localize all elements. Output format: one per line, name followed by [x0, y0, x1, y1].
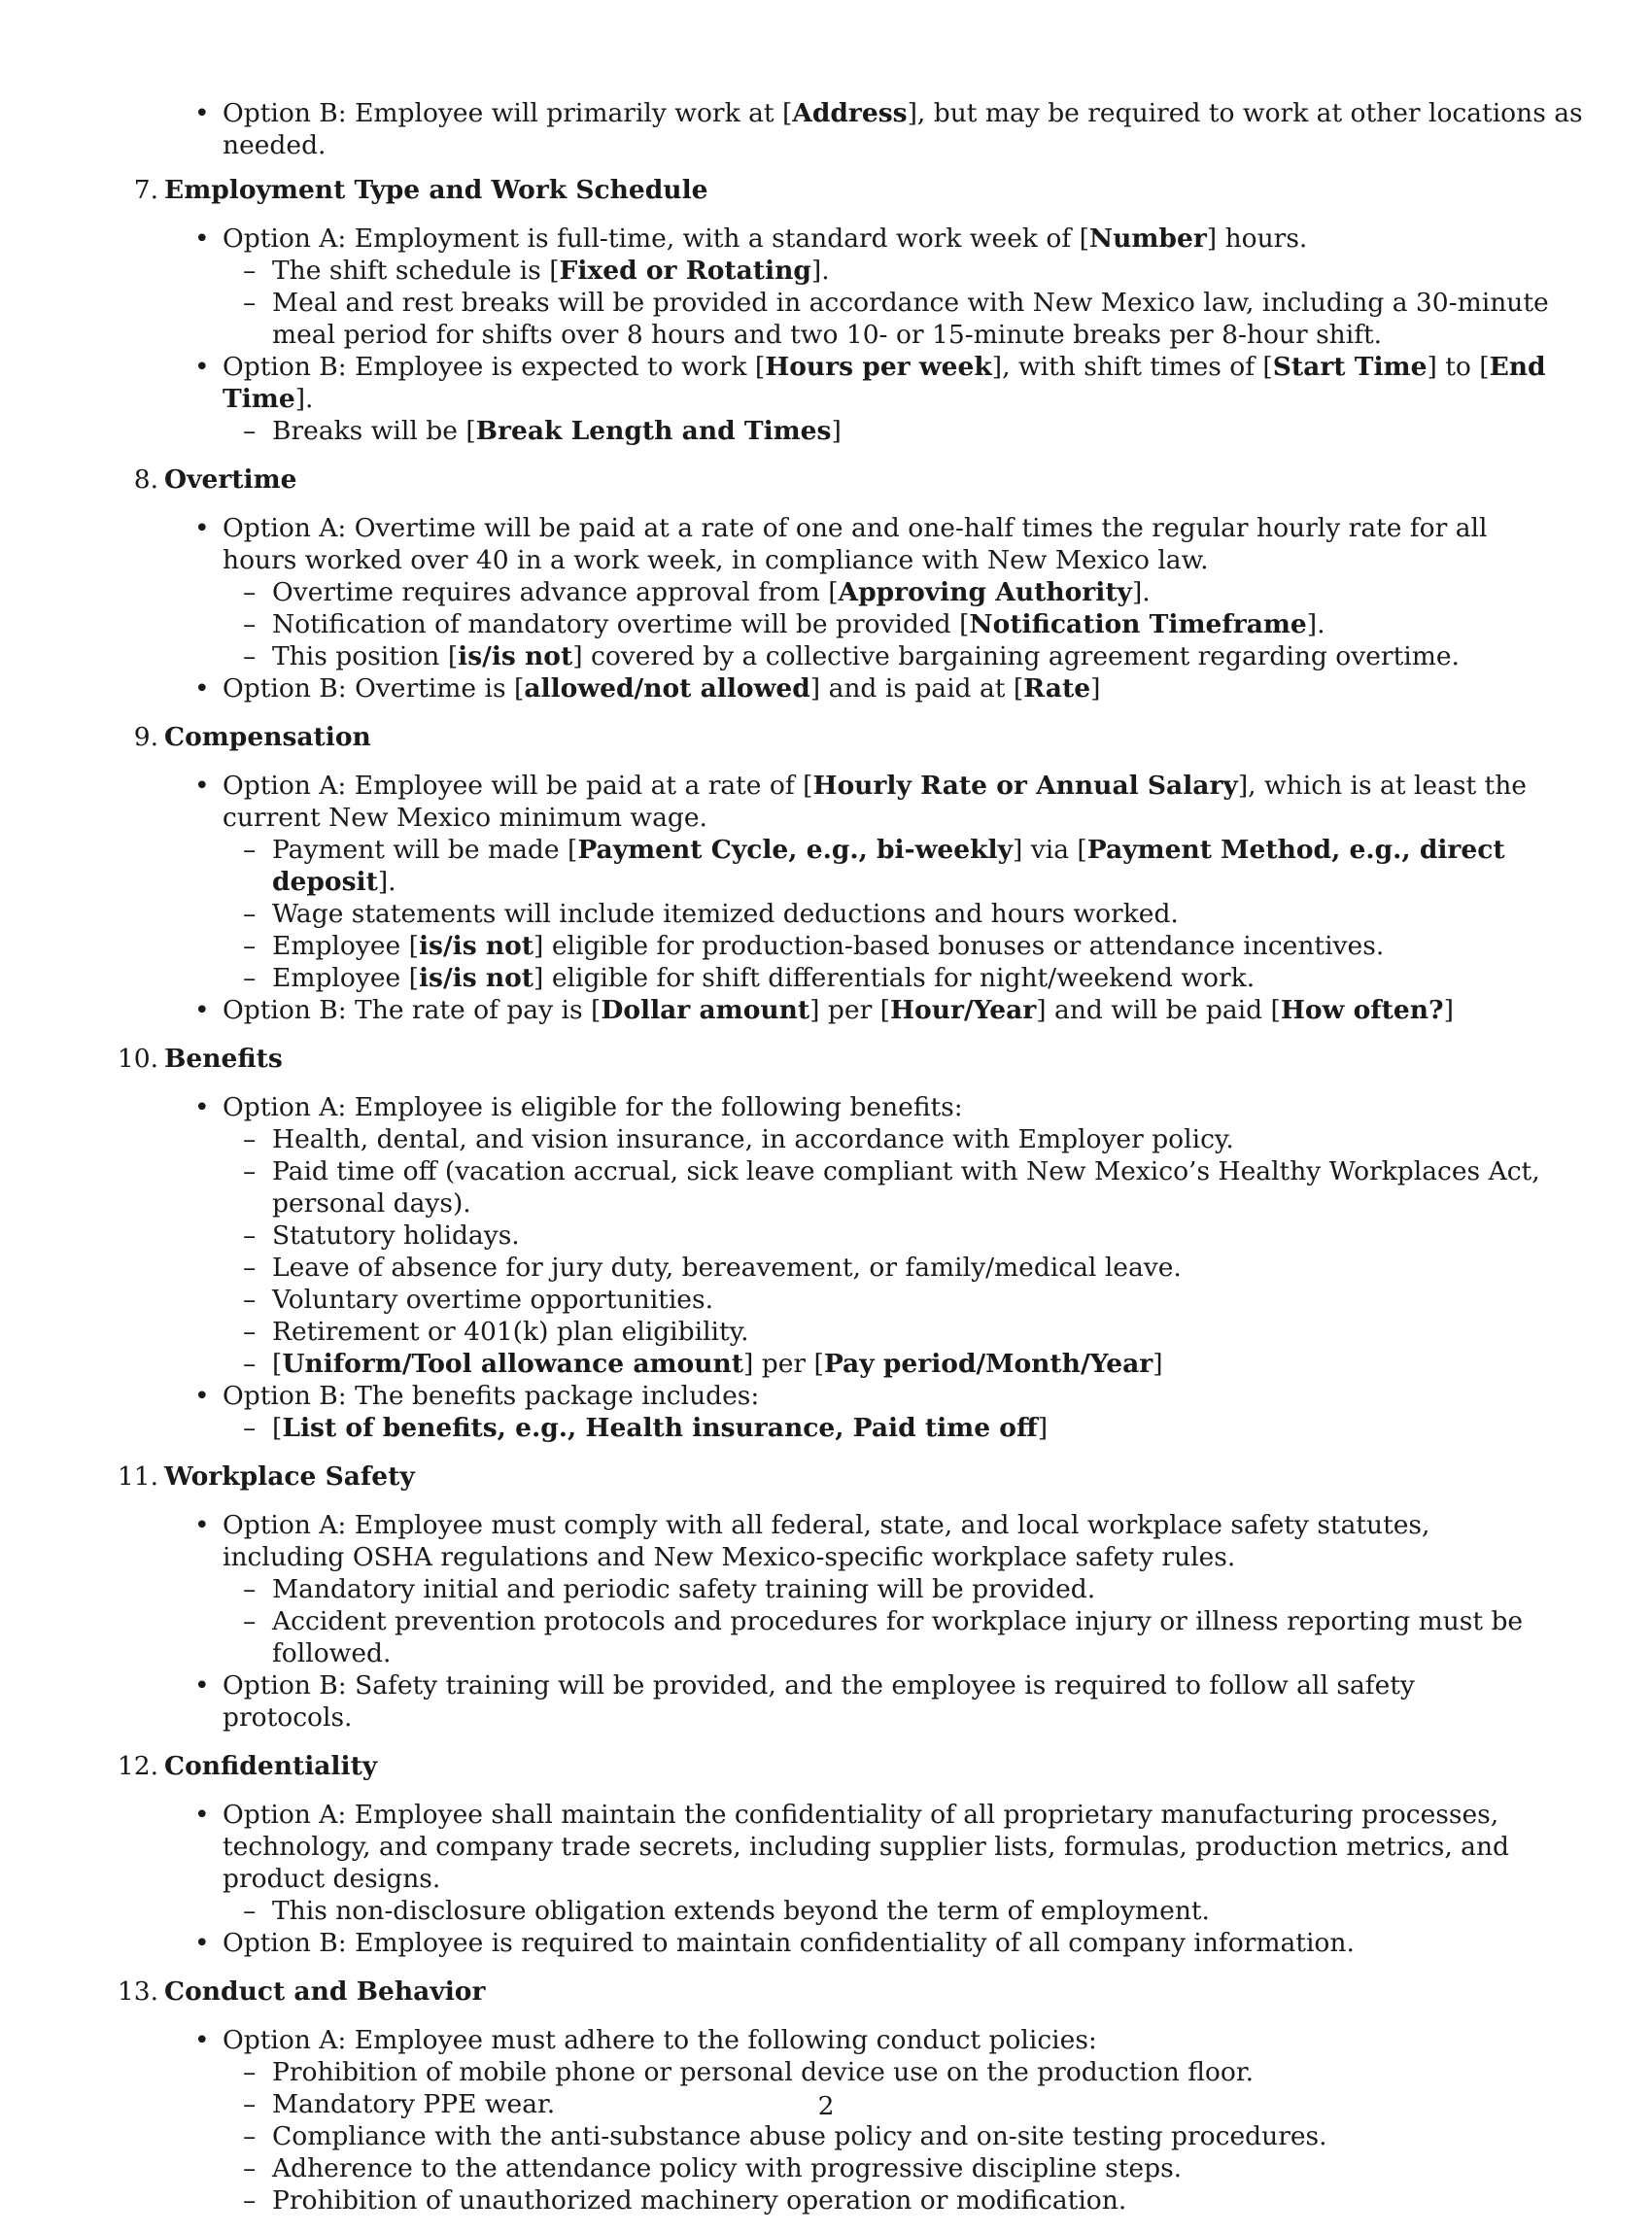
bullet-icon: • [194, 352, 210, 382]
option-text: Option A: Employee must adhere to the following conduct policies: [223, 2025, 1097, 2055]
sub-item [0, 962, 1551, 994]
section-number: 7. [133, 175, 158, 205]
sub-item-text: Mandatory initial and periodic safety training will be provided. [272, 1574, 1096, 1604]
section-title: Compensation [164, 722, 371, 752]
sub-item [0, 1316, 1551, 1348]
sub-item-text: Prohibition of mobile phone or personal device use on the production floor. [272, 2057, 1255, 2087]
sub-item [0, 1573, 1551, 1605]
sub-item [0, 255, 1551, 287]
option-text: Option A: Overtime will be paid at a rate of one and one-half times the regular hourly rate for all hours worked over 40 in a work week, in compliance with New Mexico law. [223, 513, 1488, 575]
option-item [0, 1380, 1551, 1412]
option-text: Option B: The rate of pay is [Dollar amount] per [Hour/Year] and will be paid [How often?] [223, 995, 1454, 1025]
section-title: Conduct and Behavior [164, 1976, 486, 2007]
sub-item-text: This non-disclosure obligation extends beyond the term of employment. [272, 1896, 1210, 1926]
dash-icon: – [243, 963, 257, 993]
section [0, 1460, 1652, 1734]
section-number: 13. [117, 1976, 158, 2007]
sub-item-text: Prohibition of unauthorized machinery operation or modification. [272, 2185, 1127, 2216]
option-text: Option A: Employee will be paid at a rate of [Hourly Rate or Annual Salary], which is at least the current New Mexico minimum wage. [223, 771, 1527, 833]
option-item [0, 1927, 1551, 1959]
sub-item [0, 2152, 1551, 2184]
dash-icon: – [243, 288, 257, 318]
dash-icon: – [243, 899, 257, 929]
sub-item [0, 930, 1551, 962]
bullet-icon: • [194, 2025, 210, 2055]
sub-item-text: Mandatory PPE wear. [272, 2089, 556, 2119]
bullet-icon: • [194, 673, 210, 704]
dash-icon: – [243, 609, 257, 639]
bullet-icon: • [194, 1928, 210, 1958]
sub-item [0, 1252, 1551, 1284]
sub-item-text: Meal and rest breaks will be provided in accordance with New Mexico law, including a 30-minute meal period for shifts over 8 hours and two 10- or 15-minute breaks per 8-hour shift. [272, 288, 1549, 350]
section-heading [0, 1750, 1652, 1782]
sub-item [0, 2120, 1551, 2152]
option-item [0, 512, 1551, 576]
option-item [0, 994, 1551, 1026]
sections-list [0, 174, 1652, 2216]
sub-item [0, 2184, 1551, 2216]
option-item [0, 1509, 1551, 1573]
page-number: 2 [817, 2091, 835, 2121]
bullet-icon: • [194, 1510, 210, 1540]
dash-icon: – [243, 1156, 257, 1186]
section-title: Overtime [164, 464, 297, 495]
sub-item [0, 1895, 1551, 1927]
section-title: Employment Type and Work Schedule [164, 175, 708, 205]
dash-icon: – [243, 1574, 257, 1604]
dash-icon: – [243, 641, 257, 671]
sub-item-text: Health, dental, and vision insurance, in accordance with Employer policy. [272, 1124, 1234, 1154]
dash-icon: – [243, 1124, 257, 1154]
option-text: Option A: Employment is full-time, with a standard work week of [Number] hours. [223, 223, 1308, 254]
section-number: 12. [117, 1751, 158, 1781]
dash-icon: – [243, 1413, 257, 1443]
bullet-icon: • [194, 771, 210, 801]
sub-item-text: Employee [is/is not] eligible for shift differentials for night/weekend work. [272, 963, 1256, 993]
sub-item-text: [List of benefits, e.g., Health insurance, Paid time off] [272, 1413, 1049, 1443]
sub-item-text: Paid time off (vacation accrual, sick leave compliant with New Mexico’s Healthy Workplaces Act, personal days). [272, 1156, 1540, 1219]
section [0, 1043, 1652, 1444]
option-text: Option B: The benefits package includes: [223, 1381, 760, 1411]
document-page [0, 97, 1652, 2233]
dash-icon: – [243, 931, 257, 961]
dash-icon: – [243, 577, 257, 607]
sub-item [0, 576, 1551, 608]
sub-item [0, 287, 1551, 351]
sub-item-text: This position [is/is not] covered by a collective bargaining agreement regarding overtime. [272, 641, 1460, 671]
dash-icon: – [243, 256, 257, 286]
sub-item-text: Breaks will be [Break Length and Times] [272, 416, 842, 446]
option-text: Option B: Overtime is [allowed/not allowed] and is paid at [Rate] [223, 673, 1101, 704]
section-heading [0, 1043, 1652, 1075]
dash-icon: – [243, 1349, 257, 1379]
dash-icon: – [243, 835, 257, 865]
option-text: Option B: Safety training will be provided, and the employee is required to follow all safety protocols. [223, 1670, 1415, 1733]
section-title: Benefits [164, 1044, 283, 1074]
section-heading [0, 721, 1652, 753]
option-text: Option B: Employee is expected to work [Hours per week], with shift times of [Start Time] to [End Time]. [223, 352, 1546, 414]
option-text: Option B: Employee is required to maintain confidentiality of all company information. [223, 1928, 1355, 1958]
sub-item-text: Employee [is/is not] eligible for production-based bonuses or attendance incentives. [272, 931, 1385, 961]
section [0, 174, 1652, 447]
sub-item [0, 898, 1551, 930]
dash-icon: – [243, 2057, 257, 2087]
sub-item [0, 1155, 1551, 1220]
dash-icon: – [243, 2089, 257, 2119]
dash-icon: – [243, 1317, 257, 1347]
section-number: 9. [133, 722, 158, 752]
option-text: Option A: Employee shall maintain the confidentiality of all proprietary manufacturing processes, technology, and company trade secrets, including supplier lists, formulas, production metrics, and product designs. [223, 1800, 1509, 1894]
section-number: 10. [117, 1044, 158, 1074]
sub-item-text: Overtime requires advance approval from [Approving Authority]. [272, 577, 1151, 607]
sub-item-text: [Uniform/Tool allowance amount] per [Pay period/Month/Year] [272, 1349, 1163, 1379]
dash-icon: – [243, 1220, 257, 1251]
section-heading [0, 1975, 1652, 2008]
dash-icon: – [243, 416, 257, 446]
option-item [0, 351, 1551, 415]
bullet-icon: • [194, 1800, 210, 1830]
dash-icon: – [243, 2121, 257, 2151]
sub-item [0, 1123, 1551, 1155]
section-title: Workplace Safety [164, 1461, 415, 1492]
sub-item-text: Wage statements will include itemized deductions and hours worked. [272, 899, 1179, 929]
section-title: Confidentiality [164, 1751, 378, 1781]
bullet-icon: • [194, 1092, 210, 1122]
section [0, 464, 1652, 704]
sub-item [0, 834, 1551, 898]
bullet-icon: • [194, 995, 210, 1025]
sub-item [0, 415, 1551, 447]
section [0, 721, 1652, 1026]
section [0, 1750, 1652, 1959]
dash-icon: – [243, 1606, 257, 1636]
option-item [0, 1669, 1551, 1734]
dash-icon: – [243, 1253, 257, 1283]
option-item [0, 1091, 1551, 1123]
sub-item [0, 608, 1551, 640]
dash-icon: – [243, 2153, 257, 2183]
sub-item [0, 2056, 1551, 2088]
sub-item [0, 1220, 1551, 1252]
sub-item-text: Payment will be made [Payment Cycle, e.g., bi-weekly] via [Payment Method, e.g., direct deposit]. [272, 835, 1505, 897]
option-text: Option A: Employee is eligible for the following benefits: [223, 1092, 963, 1122]
sub-item [0, 1605, 1551, 1669]
section-heading [0, 1460, 1652, 1493]
sub-item-text: Notification of mandatory overtime will be provided [Notification Timeframe]. [272, 609, 1325, 639]
option-item [0, 223, 1551, 255]
sub-item-text: Statutory holidays. [272, 1220, 520, 1251]
sub-item [0, 1284, 1551, 1316]
sub-item-text: Voluntary overtime opportunities. [272, 1285, 714, 1315]
option-item [0, 1799, 1551, 1895]
sub-item-text: Leave of absence for jury duty, bereavement, or family/medical leave. [272, 1253, 1182, 1283]
bullet-icon: • [194, 223, 210, 254]
sub-item [0, 640, 1551, 672]
bullet-icon: • [194, 1670, 210, 1701]
sub-item-text: Accident prevention protocols and procedures for workplace injury or illness reporting must be followed. [272, 1606, 1524, 1668]
bullet-icon: • [194, 1381, 210, 1411]
option-text: Option A: Employee must comply with all federal, state, and local workplace safety statutes, including OSHA regulations and New Mexico-specific workplace safety rules. [223, 1510, 1430, 1572]
sub-item-text: Adherence to the attendance policy with progressive discipline steps. [272, 2153, 1183, 2183]
section-heading [0, 174, 1652, 206]
sub-item-text: The shift schedule is [Fixed or Rotating]. [272, 256, 830, 286]
section-number: 11. [117, 1461, 158, 1492]
section-heading [0, 464, 1652, 496]
sub-item-text: Retirement or 401(k) plan eligibility. [272, 1317, 749, 1347]
sub-item-text: Compliance with the anti-substance abuse policy and on-site testing procedures. [272, 2121, 1327, 2151]
lead-text: Option B: Employee will primarily work at [Address], but may be required to work at other locations as needed. [223, 98, 1583, 160]
sub-item [0, 1412, 1551, 1444]
option-item [0, 2024, 1551, 2056]
dash-icon: – [243, 1285, 257, 1315]
dash-icon: – [243, 1896, 257, 1926]
option-item [0, 672, 1551, 704]
bullet-icon: • [194, 98, 210, 128]
dash-icon: – [243, 2185, 257, 2216]
sub-item [0, 1348, 1551, 1380]
lead-bullet [0, 97, 1652, 161]
option-item [0, 770, 1551, 834]
section-number: 8. [133, 464, 158, 495]
bullet-icon: • [194, 513, 210, 543]
